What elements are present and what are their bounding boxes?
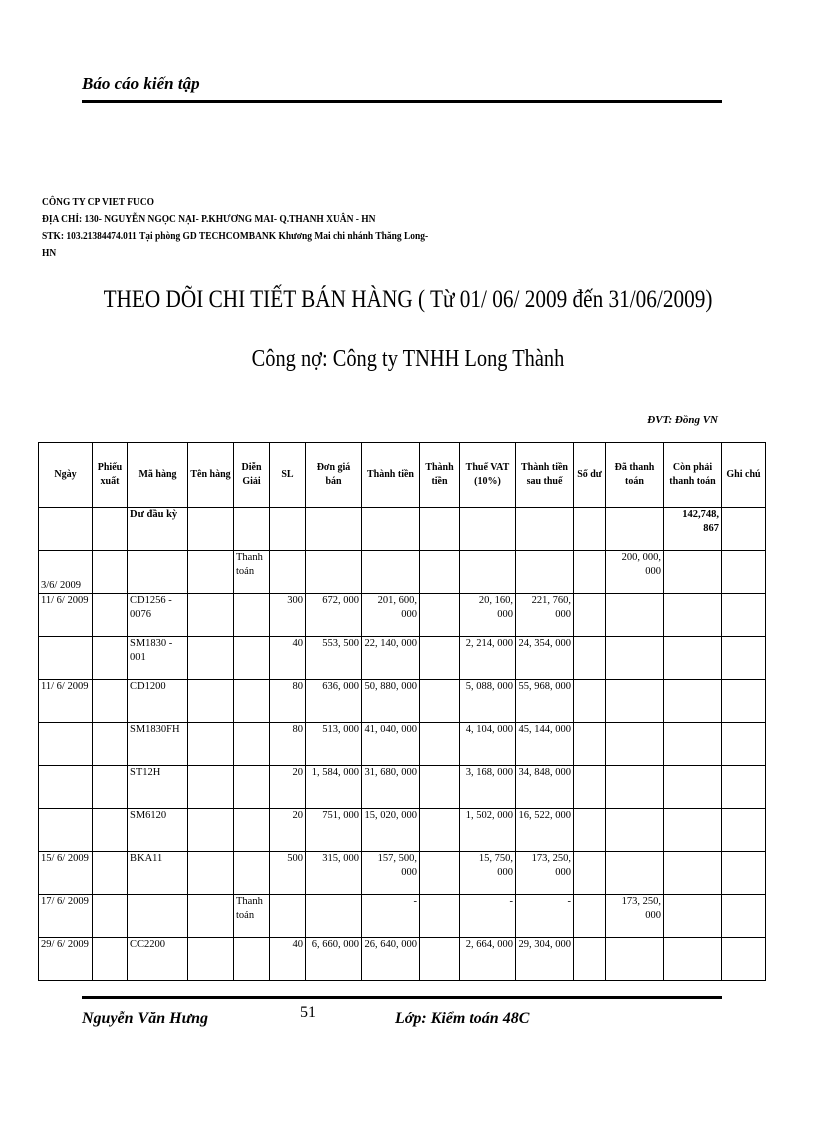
table-cell [234,766,270,809]
company-info [42,194,428,262]
table-cell [574,594,606,637]
table-cell [39,766,93,809]
table-cell [722,809,766,852]
table-cell [93,594,128,637]
table-cell [606,723,664,766]
table-cell [664,680,722,723]
table-cell [188,551,234,594]
table-cell [39,723,93,766]
table-cell [93,852,128,895]
table-body [39,508,766,981]
col-header: Tên hàng [188,443,234,508]
table-cell: 11/ 6/ 2009 [39,594,93,637]
table-cell [128,551,188,594]
col-header: Còn phải thanh toán [664,443,722,508]
table-cell: 40 [270,637,306,680]
table-cell [516,508,574,551]
footer-author: Nguyễn Văn Hưng [82,1010,209,1027]
table-cell [93,723,128,766]
table-header-row [39,443,766,508]
table-cell: 50, 880, 000 [362,680,420,723]
table-cell: 20 [270,766,306,809]
col-header: Ngày [39,443,93,508]
table-cell [722,508,766,551]
table-cell: 500 [270,852,306,895]
table-cell [188,852,234,895]
table-cell [664,723,722,766]
table-cell [606,766,664,809]
table-cell [664,551,722,594]
table-cell: 80 [270,723,306,766]
table-row [39,637,766,680]
table-cell [516,551,574,594]
table-cell [420,723,460,766]
table-cell: 34, 848, 000 [516,766,574,809]
table-cell: 1, 584, 000 [306,766,362,809]
col-header: SL [270,443,306,508]
table-cell: 45, 144, 000 [516,723,574,766]
table-cell [606,594,664,637]
table-cell [722,852,766,895]
table-cell [574,766,606,809]
table-cell: 55, 968, 000 [516,680,574,723]
report-subtitle: Công nợ: Công ty TNHH Long Thành [251,346,565,372]
sales-ledger-table [38,442,766,981]
table-cell [722,637,766,680]
table-row [39,852,766,895]
table-cell: 300 [270,594,306,637]
table-cell: 6, 660, 000 [306,938,362,981]
table-cell [420,852,460,895]
table-cell [234,594,270,637]
table-cell [574,809,606,852]
table-cell [574,508,606,551]
table-cell [234,680,270,723]
table-cell: 41, 040, 000 [362,723,420,766]
table-cell: 315, 000 [306,852,362,895]
table-cell: 20, 160, 000 [460,594,516,637]
table-cell [574,680,606,723]
table-cell: 15, 750, 000 [460,852,516,895]
table-cell [93,680,128,723]
table-row [39,508,766,551]
table-cell: - [362,895,420,938]
table-cell: 15, 020, 000 [362,809,420,852]
table-cell: BKA11 [128,852,188,895]
table-cell: - [516,895,574,938]
table-cell: Dư đầu kỳ [128,508,188,551]
table-cell: 29, 304, 000 [516,938,574,981]
page-number: 51 [300,1004,316,1021]
table-cell [722,766,766,809]
table-cell: 4, 104, 000 [460,723,516,766]
col-header: Thành tiền [362,443,420,508]
table-cell: 142,748, 867 [664,508,722,551]
table-cell: Thanh toán [234,551,270,594]
table-cell [188,594,234,637]
table-cell [39,809,93,852]
table-cell [574,895,606,938]
col-header: Thuế VAT (10%) [460,443,516,508]
header-rule [82,100,722,103]
table-row [39,809,766,852]
table-cell [606,809,664,852]
table-cell [420,809,460,852]
table-cell [722,938,766,981]
table-cell [722,594,766,637]
table-cell: 201, 600, 000 [362,594,420,637]
table-cell: 221, 760, 000 [516,594,574,637]
table-cell: 173, 250, 000 [606,895,664,938]
table-cell [420,938,460,981]
table-cell: 513, 000 [306,723,362,766]
footer-rule [82,996,722,999]
table-cell [270,551,306,594]
table-cell [93,766,128,809]
table-cell: CD1200 [128,680,188,723]
table-cell [234,637,270,680]
col-header: Phiếu xuất [93,443,128,508]
table-cell [188,766,234,809]
table-cell [574,852,606,895]
table-cell [574,551,606,594]
table-cell [574,637,606,680]
table-cell [664,766,722,809]
table-cell: 26, 640, 000 [362,938,420,981]
col-header: Thành tiền [420,443,460,508]
table-cell: 11/ 6/ 2009 [39,680,93,723]
currency-unit: ĐVT: Đồng VN [647,414,718,426]
table-cell: 672, 000 [306,594,362,637]
table-cell [606,637,664,680]
table-row [39,594,766,637]
table-cell [188,680,234,723]
table-cell: 31, 680, 000 [362,766,420,809]
table-cell: CC2200 [128,938,188,981]
table-cell [664,594,722,637]
table-row [39,938,766,981]
col-header: Số dư [574,443,606,508]
table-cell [306,895,362,938]
table-cell: 15/ 6/ 2009 [39,852,93,895]
table-cell: 3/6/ 2009 [39,551,93,594]
table-cell: 40 [270,938,306,981]
col-header: Thành tiền sau thuế [516,443,574,508]
company-name: CÔNG TY CP VIET FUCO [42,197,155,208]
table-cell [606,852,664,895]
table-cell [664,809,722,852]
table-cell [188,938,234,981]
table-cell [664,895,722,938]
table-cell: 22, 140, 000 [362,637,420,680]
table-cell: 200, 000, 000 [606,551,664,594]
table-row [39,680,766,723]
table-cell: ST12H [128,766,188,809]
company-account: STK: 103.21384474.011 Tại phòng GD TECHCOMBANK Khương Mai chi nhánh Thăng Long- [42,231,429,242]
table-cell [234,938,270,981]
table-cell [420,551,460,594]
table-cell [270,508,306,551]
table-cell [460,508,516,551]
table-cell [93,508,128,551]
company-address: ĐỊA CHỈ: 130- NGUYỄN NGỌC NẠI- P.KHƯƠNG MAI- Q.THANH XUÂN - HN [42,214,376,225]
table-cell [420,766,460,809]
table-cell [460,551,516,594]
table-cell: 1, 502, 000 [460,809,516,852]
report-title: THEO DÕI CHI TIẾT BÁN HÀNG ( Từ 01/ 06/ 2009 đến 31/06/2009) [103,286,713,313]
table-cell: 20 [270,809,306,852]
table-cell [270,895,306,938]
table-cell [420,508,460,551]
table-cell [188,895,234,938]
table-cell: SM6120 [128,809,188,852]
table-cell [234,723,270,766]
table-cell [306,551,362,594]
table-cell: 553, 500 [306,637,362,680]
table-cell: 80 [270,680,306,723]
table-cell: 17/ 6/ 2009 [39,895,93,938]
table-cell: Thanh toán [234,895,270,938]
table-cell [93,895,128,938]
table-cell [306,508,362,551]
table-cell [606,680,664,723]
col-header: Diễn Giải [234,443,270,508]
table-cell [722,551,766,594]
table-cell [234,508,270,551]
table-cell: 16, 522, 000 [516,809,574,852]
table-cell: 5, 088, 000 [460,680,516,723]
table-cell [722,723,766,766]
table-cell: 3, 168, 000 [460,766,516,809]
table-cell [420,895,460,938]
table-cell: SM1830FH [128,723,188,766]
col-header: Mã hàng [128,443,188,508]
table-row [39,551,766,594]
table-cell [664,852,722,895]
table-cell [93,637,128,680]
table-row [39,766,766,809]
footer-class: Lớp: Kiểm toán 48C [395,1010,530,1027]
table-cell [93,551,128,594]
table-cell: SM1830 - 001 [128,637,188,680]
table-cell [722,680,766,723]
table-cell [128,895,188,938]
col-header: Đơn giá bán [306,443,362,508]
table-cell [362,551,420,594]
col-header: Đã thanh toán [606,443,664,508]
table-cell: CD1256 - 0076 [128,594,188,637]
table-cell [93,938,128,981]
table-cell [188,723,234,766]
table-row [39,895,766,938]
table-cell: 636, 000 [306,680,362,723]
table-row [39,723,766,766]
table-cell [362,508,420,551]
table-cell [420,680,460,723]
table-cell [234,852,270,895]
table-cell [188,508,234,551]
table-cell: 173, 250, 000 [516,852,574,895]
table-cell [188,637,234,680]
table-cell [93,809,128,852]
table-cell: 2, 664, 000 [460,938,516,981]
table-cell: - [460,895,516,938]
table-cell [606,508,664,551]
table-cell [574,723,606,766]
table-cell [574,938,606,981]
table-cell [664,637,722,680]
col-header: Ghi chú [722,443,766,508]
table-cell: 29/ 6/ 2009 [39,938,93,981]
table-cell [664,938,722,981]
company-account-cont: HN [42,248,57,259]
table-cell [722,895,766,938]
header-title: Báo cáo kiến tập [82,74,200,93]
table-cell: 157, 500, 000 [362,852,420,895]
table-cell: 751, 000 [306,809,362,852]
table-cell [39,637,93,680]
table-cell [420,594,460,637]
table-cell [420,637,460,680]
table-cell [606,938,664,981]
table-cell [234,809,270,852]
table-cell: 2, 214, 000 [460,637,516,680]
table-cell: 24, 354, 000 [516,637,574,680]
table-cell [188,809,234,852]
table-cell [39,508,93,551]
